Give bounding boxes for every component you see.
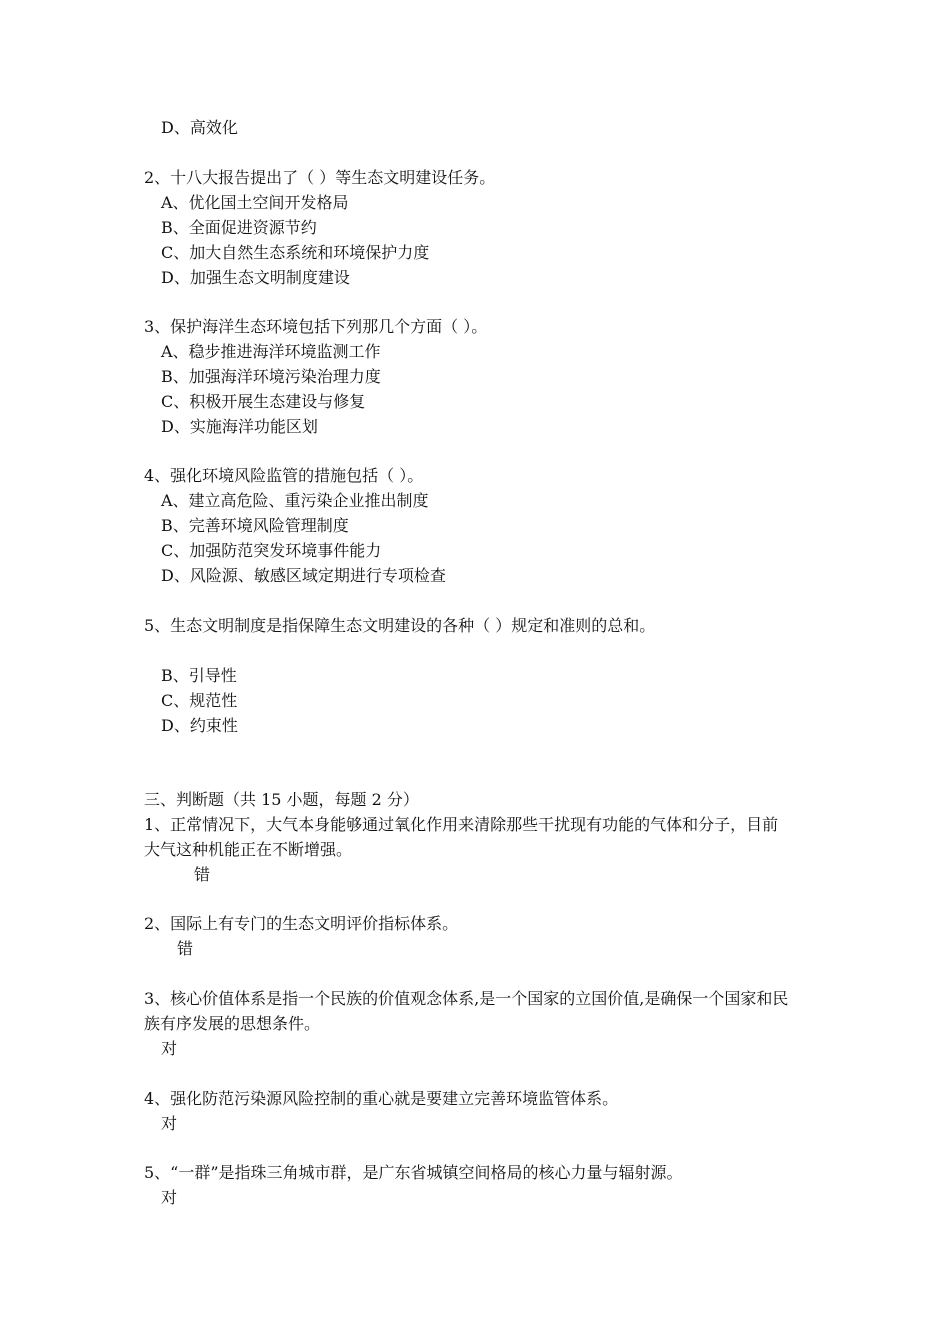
option-line: B、加强海洋环境污染治理力度 [161,367,381,386]
question-line: 5、“一群”是指珠三角城市群，是广东省城镇空间格局的核心力量与辐射源。 [144,1163,683,1182]
answer-text: 对 [161,1039,178,1058]
question-line: 2、十八大报告提出了（ ）等生态文明建设任务。 [144,168,496,187]
answer-text: 对 [161,1114,178,1133]
question-line: 5、生态文明制度是指保障生态文明建设的各种（ ）规定和准则的总和。 [144,616,656,635]
option-line: D、风险源、敏感区域定期进行专项检查 [161,566,446,585]
question-line: 大气这种机能正在不断增强。 [144,840,353,859]
question-line: 4、强化环境风险监管的措施包括（ ）。 [144,466,424,485]
answer-text: 错 [194,865,211,884]
option-line: D、约束性 [161,716,238,735]
question-line: 4、强化防范污染源风险控制的重心就是要建立完善环境监管体系。 [144,1089,619,1108]
question-line: 2、国际上有专门的生态文明评价指标体系。 [144,914,459,933]
option-line: D、实施海洋功能区划 [161,417,318,436]
option-line: C、积极开展生态建设与修复 [161,392,366,411]
option-line: B、完善环境风险管理制度 [161,516,349,535]
option-line: C、加大自然生态系统和环境保护力度 [161,243,430,262]
option-line: B、全面促进资源节约 [161,218,317,237]
question-line: 3、保护海洋生态环境包括下列那几个方面（ ）。 [144,317,488,336]
section-heading: 三、判断题（共 15 小题，每题 2 分） [144,790,419,809]
question-line: 族有序发展的思想条件。 [144,1014,321,1033]
option-line: A、建立高危险、重污染企业推出制度 [161,491,429,510]
option-line: A、稳步推进海洋环境监测工作 [161,342,381,361]
option-line: C、加强防范突发环境事件能力 [161,541,382,560]
question-line: 1、正常情况下，大气本身能够通过氧化作用来清除那些干扰现有功能的气体和分子，目前 [144,815,779,834]
question-line: 3、核心价值体系是指一个民族的价值观念体系,是一个国家的立国价值,是确保一个国家和民 [144,989,789,1008]
option-line: C、规范性 [161,691,238,710]
option-line: B、引导性 [161,666,237,685]
answer-text: 对 [161,1188,178,1207]
option-line: A、优化国土空间开发格局 [161,193,349,212]
option-line: D、加强生态文明制度建设 [161,268,350,287]
option-line: D、高效化 [161,118,238,137]
answer-text: 错 [177,939,194,958]
